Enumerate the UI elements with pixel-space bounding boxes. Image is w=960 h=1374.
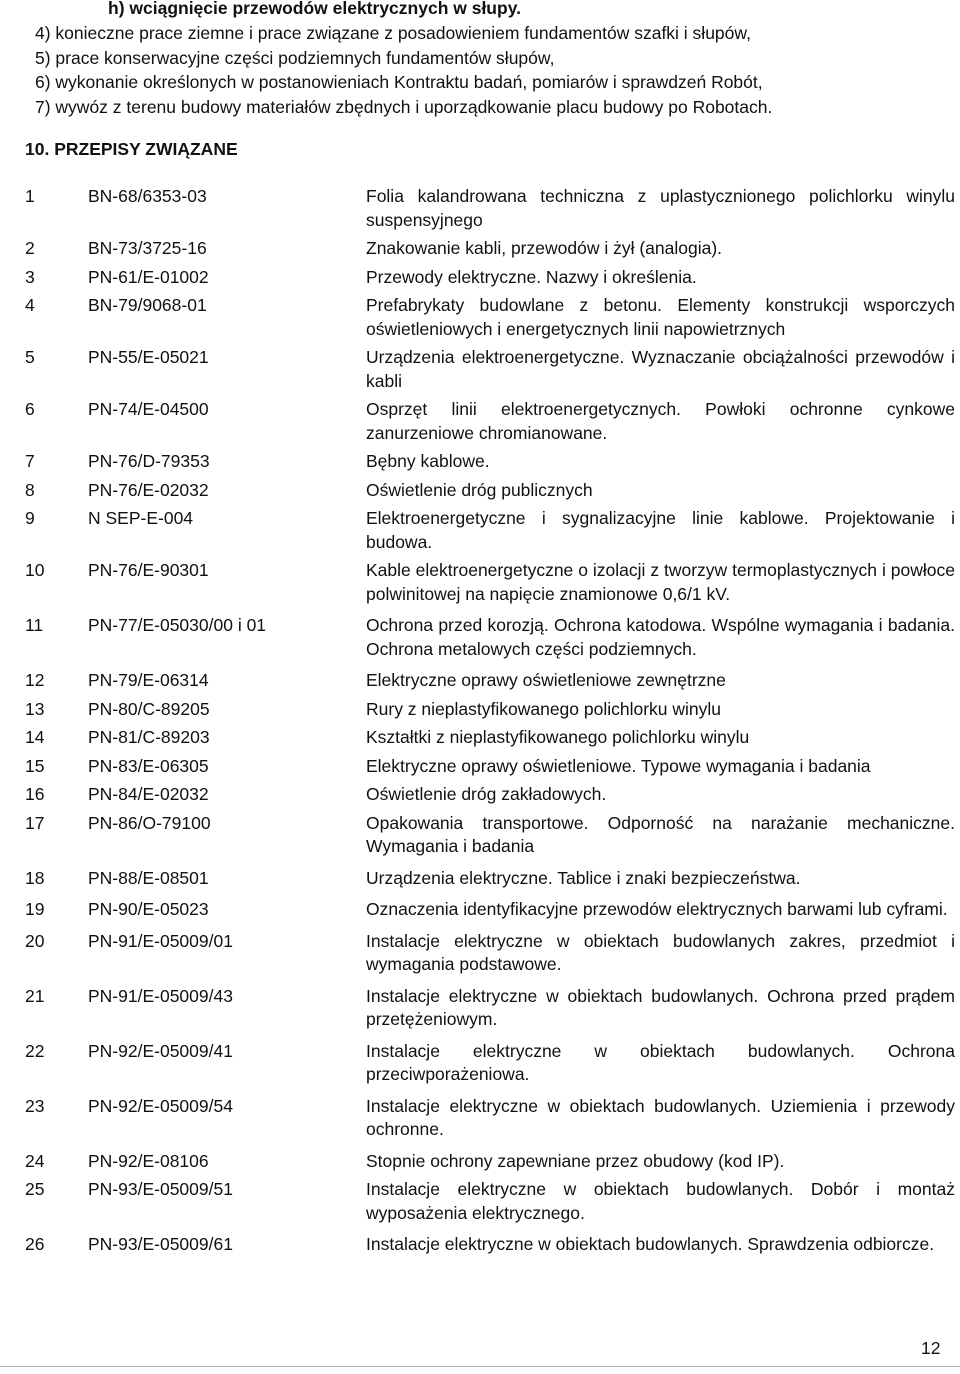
- standard-code: PN-93/E-05009/51: [88, 1179, 233, 1199]
- standard-row: [0, 985, 960, 1040]
- standard-description: Prefabrykaty budowlane z betonu. Elementy konstrukcji wsporczych oświetleniowych i energetycznych linii napowietrznych: [366, 295, 955, 339]
- standard-number: 26: [25, 1234, 45, 1254]
- standard-number: 14: [25, 727, 45, 747]
- standard-code: PN-61/E-01002: [88, 266, 209, 287]
- footer-divider: [0, 1366, 960, 1367]
- scope-item-7: 7) wywóz z terenu budowy materiałów zbędnych i uporządkowanie placu budowy po Robotach.: [35, 96, 773, 117]
- standard-number: 11: [25, 615, 44, 635]
- standard-number: 25: [25, 1179, 45, 1199]
- standard-row: [0, 930, 960, 985]
- standard-code: N SEP-E-004: [88, 508, 194, 528]
- standard-description: Instalacje elektryczne w obiektach budowlanych. Sprawdzenia odbiorcze.: [366, 1234, 935, 1254]
- standard-description: Ochrona przed korozją. Ochrona katodowa. Wspólne wymagania i badania. Ochrona metalowych części podziemnych.: [366, 615, 955, 659]
- standard-number: 16: [25, 784, 45, 804]
- standard-number: 2: [25, 238, 35, 258]
- standard-code: PN-79/E-06314: [88, 670, 209, 690]
- standard-code: BN-68/6353-03: [88, 186, 207, 206]
- standard-row: [0, 812, 960, 867]
- standard-code: PN-76/D-79353: [88, 451, 210, 471]
- section-title: 10. PRZEPISY ZWIĄZANE: [25, 139, 238, 159]
- standard-description: Oznaczenia identyfikacyjne przewodów elektrycznych barwami lub cyframi.: [366, 899, 948, 919]
- standard-row: [0, 398, 960, 450]
- standard-code: PN-55/E-05021: [88, 347, 209, 367]
- standard-description: Elektroenergetyczne i sygnalizacyjne linie kablowe. Projektowanie i budowa.: [366, 508, 955, 552]
- standard-description: Instalacje elektryczne w obiektach budowlanych. Ochrona przed prądem przetężeniowym.: [366, 985, 955, 1029]
- standard-code: PN-92/E-05009/54: [88, 1095, 233, 1116]
- standard-description: Bębny kablowe.: [366, 451, 490, 471]
- standards-table-body: [0, 185, 960, 1262]
- page-number: 12: [921, 1338, 941, 1358]
- standard-row: [0, 479, 960, 508]
- standard-row: [0, 559, 960, 614]
- standard-number: 18: [25, 867, 45, 888]
- standard-row: [0, 669, 960, 698]
- standard-row: [0, 1150, 960, 1179]
- standard-number: 17: [25, 812, 45, 833]
- scope-item-6: 6) wykonanie określonych w postanowieniach Kontraktu badań, pomiarów i sprawdzeń Robót,: [35, 72, 763, 92]
- standard-number: 24: [25, 1150, 45, 1171]
- scope-item-5: 5) prace konserwacyjne części podziemnych fundamentów słupów,: [35, 47, 555, 68]
- standard-description: Osprzęt linii elektroenergetycznych. Powłoki ochronne cynkowe zanurzeniowe chromianowane.: [366, 399, 955, 443]
- standard-description: Oświetlenie dróg publicznych: [366, 479, 593, 500]
- standard-code: PN-91/E-05009/43: [88, 985, 233, 1006]
- standard-row: [0, 867, 960, 899]
- standard-code: PN-92/E-05009/41: [88, 1040, 233, 1061]
- standard-number: 8: [25, 479, 35, 500]
- standard-number: 15: [25, 755, 45, 776]
- standard-row: [0, 1178, 960, 1233]
- standard-description: Instalacje elektryczne w obiektach budowlanych. Uziemienia i przewody ochronne.: [366, 1095, 955, 1139]
- standard-row: [0, 1233, 960, 1262]
- scope-list: [35, 21, 955, 119]
- item-h-heading: h) wciągnięcie przewodów elektrycznych w słupy.: [108, 0, 521, 18]
- standard-number: 22: [25, 1040, 45, 1061]
- standard-code: PN-93/E-05009/61: [88, 1234, 233, 1254]
- standard-row: [0, 1040, 960, 1095]
- standard-number: 23: [25, 1095, 45, 1116]
- standard-row: [0, 237, 960, 266]
- standard-row: [0, 266, 960, 295]
- standard-description: Instalacje elektryczne w obiektach budowlanych zakres, przedmiot i wymagania podstawowe.: [366, 930, 955, 974]
- standard-description: Opakowania transportowe. Odporność na narażanie mechaniczne. Wymagania i badania: [366, 812, 955, 856]
- standard-number: 3: [25, 266, 35, 287]
- standard-description: Przewody elektryczne. Nazwy i określenia.: [366, 266, 697, 287]
- standard-number: 21: [25, 985, 45, 1006]
- standard-number: 7: [25, 451, 35, 471]
- standard-code: BN-79/9068-01: [88, 295, 207, 315]
- standard-number: 4: [25, 295, 35, 315]
- standard-code: PN-84/E-02032: [88, 784, 209, 804]
- standard-row: [0, 726, 960, 755]
- standard-description: Instalacje elektryczne w obiektach budowlanych. Dobór i montaż wyposażenia elektrycznego.: [366, 1179, 955, 1223]
- standard-code: PN-91/E-05009/01: [88, 930, 233, 951]
- standard-row: [0, 450, 960, 479]
- standard-description: Stopnie ochrony zapewniane przez obudowy (kod IP).: [366, 1150, 785, 1171]
- standard-description: Elektryczne oprawy oświetleniowe. Typowe wymagania i badania: [366, 755, 871, 776]
- standard-row: [0, 294, 960, 346]
- standard-code: BN-73/3725-16: [88, 238, 207, 258]
- standard-code: PN-86/O-79100: [88, 812, 211, 833]
- standard-row: [0, 755, 960, 784]
- standard-row: [0, 698, 960, 727]
- standard-row: [0, 898, 960, 930]
- standard-row: [0, 346, 960, 398]
- standard-code: PN-90/E-05023: [88, 899, 209, 919]
- standard-code: PN-88/E-08501: [88, 867, 209, 888]
- standard-row: [0, 1095, 960, 1150]
- standard-code: PN-92/E-08106: [88, 1150, 209, 1171]
- standard-description: Folia kalandrowana techniczna z uplastycznionego polichlorku winylu suspensyjnego: [366, 186, 955, 230]
- standard-number: 19: [25, 899, 45, 919]
- standard-number: 9: [25, 508, 35, 528]
- standard-row: [0, 783, 960, 812]
- standard-number: 1: [25, 186, 35, 206]
- standard-description: Urządzenia elektryczne. Tablice i znaki bezpieczeństwa.: [366, 867, 801, 888]
- standard-code: PN-81/C-89203: [88, 727, 210, 747]
- standard-description: Znakowanie kabli, przewodów i żył (analogia).: [366, 238, 723, 258]
- standard-row: [0, 185, 960, 237]
- standard-description: Urządzenia elektroenergetyczne. Wyznaczanie obciążalności przewodów i kabli: [366, 347, 955, 391]
- standard-description: Elektryczne oprawy oświetleniowe zewnętrzne: [366, 670, 726, 690]
- standard-row: [0, 614, 960, 669]
- standard-number: 6: [25, 399, 35, 419]
- standard-description: Rury z nieplastyfikowanego polichlorku winylu: [366, 698, 722, 719]
- standard-code: PN-76/E-02032: [88, 479, 209, 500]
- standard-number: 12: [25, 670, 45, 690]
- scope-item-4: 4) konieczne prace ziemne i prace związane z posadowieniem fundamentów szafki i słupów,: [35, 23, 751, 43]
- standard-description: Instalacje elektryczne w obiektach budowlanych. Ochrona przeciwporażeniowa.: [366, 1040, 955, 1084]
- standard-code: PN-83/E-06305: [88, 755, 209, 776]
- standard-code: PN-74/E-04500: [88, 399, 209, 419]
- standard-code: PN-76/E-90301: [88, 560, 209, 580]
- standard-row: [0, 507, 960, 559]
- standard-description: Kształtki z nieplastyfikowanego polichlorku winylu: [366, 727, 750, 747]
- standard-description: Kable elektroenergetyczne o izolacji z tworzyw termoplastycznych i powłoce polwinitowej na napięcie znamionowe 0,6/1 kV.: [366, 560, 955, 604]
- standard-number: 20: [25, 930, 45, 951]
- standard-code: PN-77/E-05030/00 i 01: [88, 615, 267, 635]
- standard-number: 10: [25, 560, 45, 580]
- standards-table: [0, 185, 960, 1262]
- standard-number: 13: [25, 698, 45, 719]
- standard-number: 5: [25, 347, 35, 367]
- standard-description: Oświetlenie dróg zakładowych.: [366, 784, 607, 804]
- standard-code: PN-80/C-89205: [88, 698, 210, 719]
